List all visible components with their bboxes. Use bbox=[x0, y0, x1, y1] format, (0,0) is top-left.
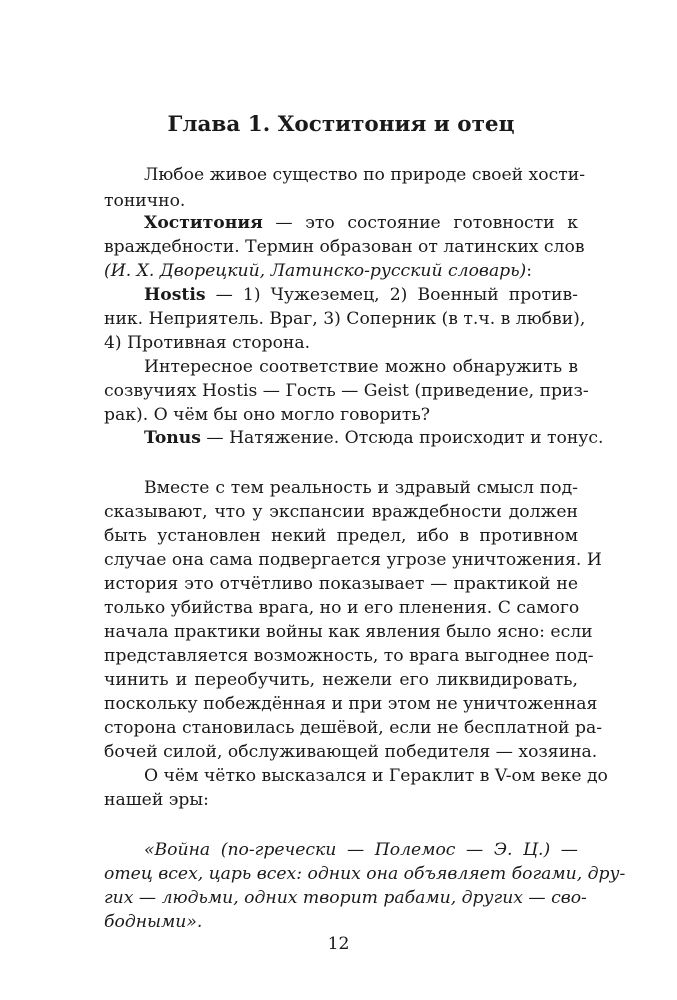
text-line: Любое живое существо по природе своей хости- bbox=[144, 165, 586, 185]
text-line: ник. Неприятель. Враг, 3) Соперник (в т.ч. в любви), bbox=[104, 309, 586, 329]
text-line: рак). О чём бы оно могло говорить? bbox=[104, 405, 431, 425]
source-citation: (И. Х. Дворецкий, Латинско-русский словарь) bbox=[104, 261, 527, 281]
text-line: сторона становилась дешёвой, если не бесплатной ра- bbox=[104, 718, 603, 738]
text-line: враждебности. Термин образован от латинских слов bbox=[104, 237, 585, 257]
text-line: чинить и переобучить, нежели его ликвидировать, bbox=[104, 670, 578, 690]
text-line: тонично. bbox=[104, 191, 186, 211]
text-line bbox=[144, 283, 578, 307]
text-line: случае она сама подвергается угрозе уничтожения. И bbox=[104, 550, 602, 570]
term-hostis: Hostis bbox=[144, 285, 206, 305]
text-line: начала практики войны как явления было ясно: если bbox=[104, 622, 593, 642]
page-number: 12 bbox=[327, 934, 350, 954]
text-line: поскольку побеждённая и при этом не уничтоженная bbox=[104, 694, 598, 714]
text-line: созвучиях Hostis — Гость — Geist (приведение, приз- bbox=[104, 381, 589, 401]
term-hostitonia: Хоститония bbox=[144, 213, 263, 233]
text-line: быть установлен некий предел, ибо в противном bbox=[104, 526, 578, 546]
text-line: бочей силой, обслуживающей победителя — хозяина. bbox=[104, 742, 598, 762]
quote-line: гих — людьми, одних творит рабами, других — сво- bbox=[104, 888, 587, 908]
text-line: нашей эры: bbox=[104, 790, 209, 810]
text-fragment: — это состояние готовности к bbox=[262, 213, 578, 233]
text-line: Интересное соответствие можно обнаружить в bbox=[144, 357, 578, 377]
quote-line: бодными». bbox=[104, 912, 203, 932]
text-fragment: — 1) Чужеземец, 2) Военный против- bbox=[205, 285, 578, 305]
chapter-title: Глава 1. Хоститония и отец bbox=[167, 112, 515, 137]
text-fragment: — Натяжение. Отсюда происходит и тонус. bbox=[200, 428, 604, 448]
text-fragment: : bbox=[526, 261, 533, 281]
term-tonus: Tonus bbox=[144, 428, 201, 448]
text-line: О чём чётко высказался и Гераклит в V-ом веке до bbox=[144, 766, 608, 786]
text-line: сказывают, что у экспансии враждебности должен bbox=[104, 502, 578, 522]
text-line bbox=[144, 426, 604, 450]
quote-line: отец всех, царь всех: одних она объявляет богами, дру- bbox=[104, 864, 626, 884]
text-line: Вместе с тем реальность и здравый смысл под- bbox=[144, 478, 578, 498]
text-line: история это отчётливо показывает — практикой не bbox=[104, 574, 578, 594]
text-line: только убийства врага, но и его пленения. С самого bbox=[104, 598, 580, 618]
text-line: представляется возможность, то врага выгоднее под- bbox=[104, 646, 594, 666]
quote-line: «Война (по-гречески — Полемос — Э. Ц.) — bbox=[144, 840, 578, 860]
text-line bbox=[104, 259, 578, 283]
text-line bbox=[144, 211, 578, 235]
text-line: 4) Противная сторона. bbox=[104, 333, 311, 353]
